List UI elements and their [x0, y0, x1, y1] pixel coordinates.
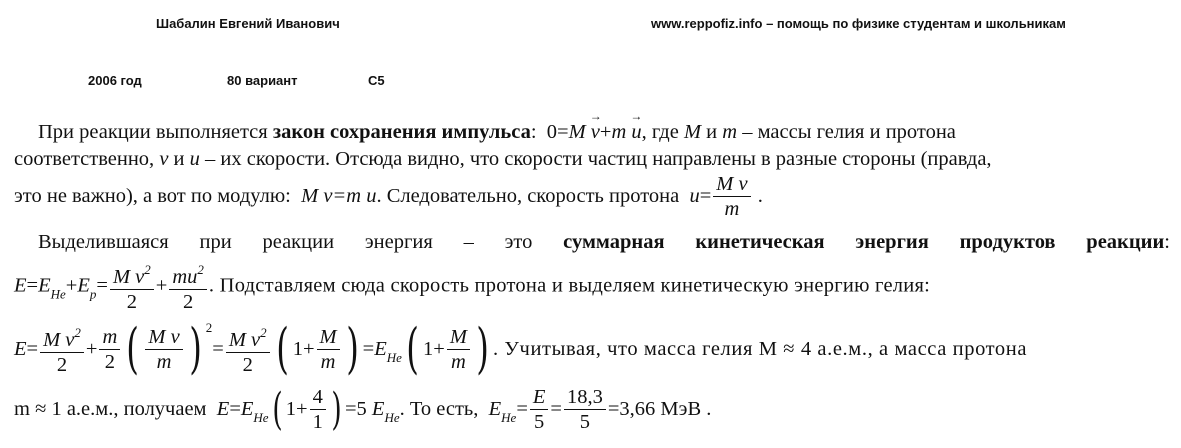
- header-author: Шабалин Евгений Иванович: [156, 16, 340, 31]
- momentum-equation: 0=M v →+m u →: [547, 121, 642, 143]
- header-variant: 80 вариант: [227, 73, 298, 88]
- final-result: 3,66: [619, 398, 656, 420]
- para1-line1: При реакции выполняется закон сохранения импульса: 0=M v →+m u →, где M и m – массы гелия и протона: [38, 121, 956, 144]
- momentum-law: закон сохранения импульса: [272, 121, 531, 143]
- header-site: www.reppofiz.info – помощь по физике студентам и школьникам: [651, 16, 1066, 31]
- header-task: C5: [368, 73, 385, 88]
- header-year: 2006 год: [88, 73, 142, 88]
- para2-line1: Выделившаяся при реакции энергия – это суммарная кинетическая энергия продуктов реакции:: [38, 231, 1170, 253]
- para2-line4: m ≈ 1 а.е.м., получаем $E=E_{He}$( 1+ $\frac{4}{1}$ ) =5 $E_{He}$. То есть, $E_{He}=$ $\frac{E}{5}$ = $\frac{18,3}{5}$ =3,66 МэВ .: [14, 383, 712, 435]
- para1-line3: это не важно), а вот по модулю: M v=m u. Следовательно, скорость протона u= $\frac{\text{M v}}{m}$ .: [14, 173, 763, 220]
- proton-speed-fraction: $\frac{\text{M v}}{m}$: [713, 172, 750, 221]
- para2-line2: $E=E_{He}+E_p=$ $\frac{M v^2}{2}$ + $\frac{mu^2}{2}$ . Подставляем сюда скорость протона и выделяем кинетическую энергию гелия:: [14, 258, 1170, 314]
- para2-line3: E= $\frac{M v^2}{2}$ + $\frac{m}{2}$ ( $\frac{\text{M v}}{m}$ ) $^2$= $\frac{M v^2}{2}$ ( 1+ $\frac{M}{m}$ ) $=E_{He}$( 1+ $\frac{M}{m}$ ) . Учитывая, что масса гелия M ≈ 4 а.е.м., а масса протона: [14, 317, 1028, 381]
- total-kinetic-energy: суммарная кинетическая энергия продуктов реакции: [563, 231, 1165, 253]
- para1-line2: соответственно, v и u – их скорости. Отсюда видно, что скорости частиц направлены в разные стороны (правда,: [14, 148, 992, 170]
- modulus-equation: M v=m u: [301, 185, 377, 207]
